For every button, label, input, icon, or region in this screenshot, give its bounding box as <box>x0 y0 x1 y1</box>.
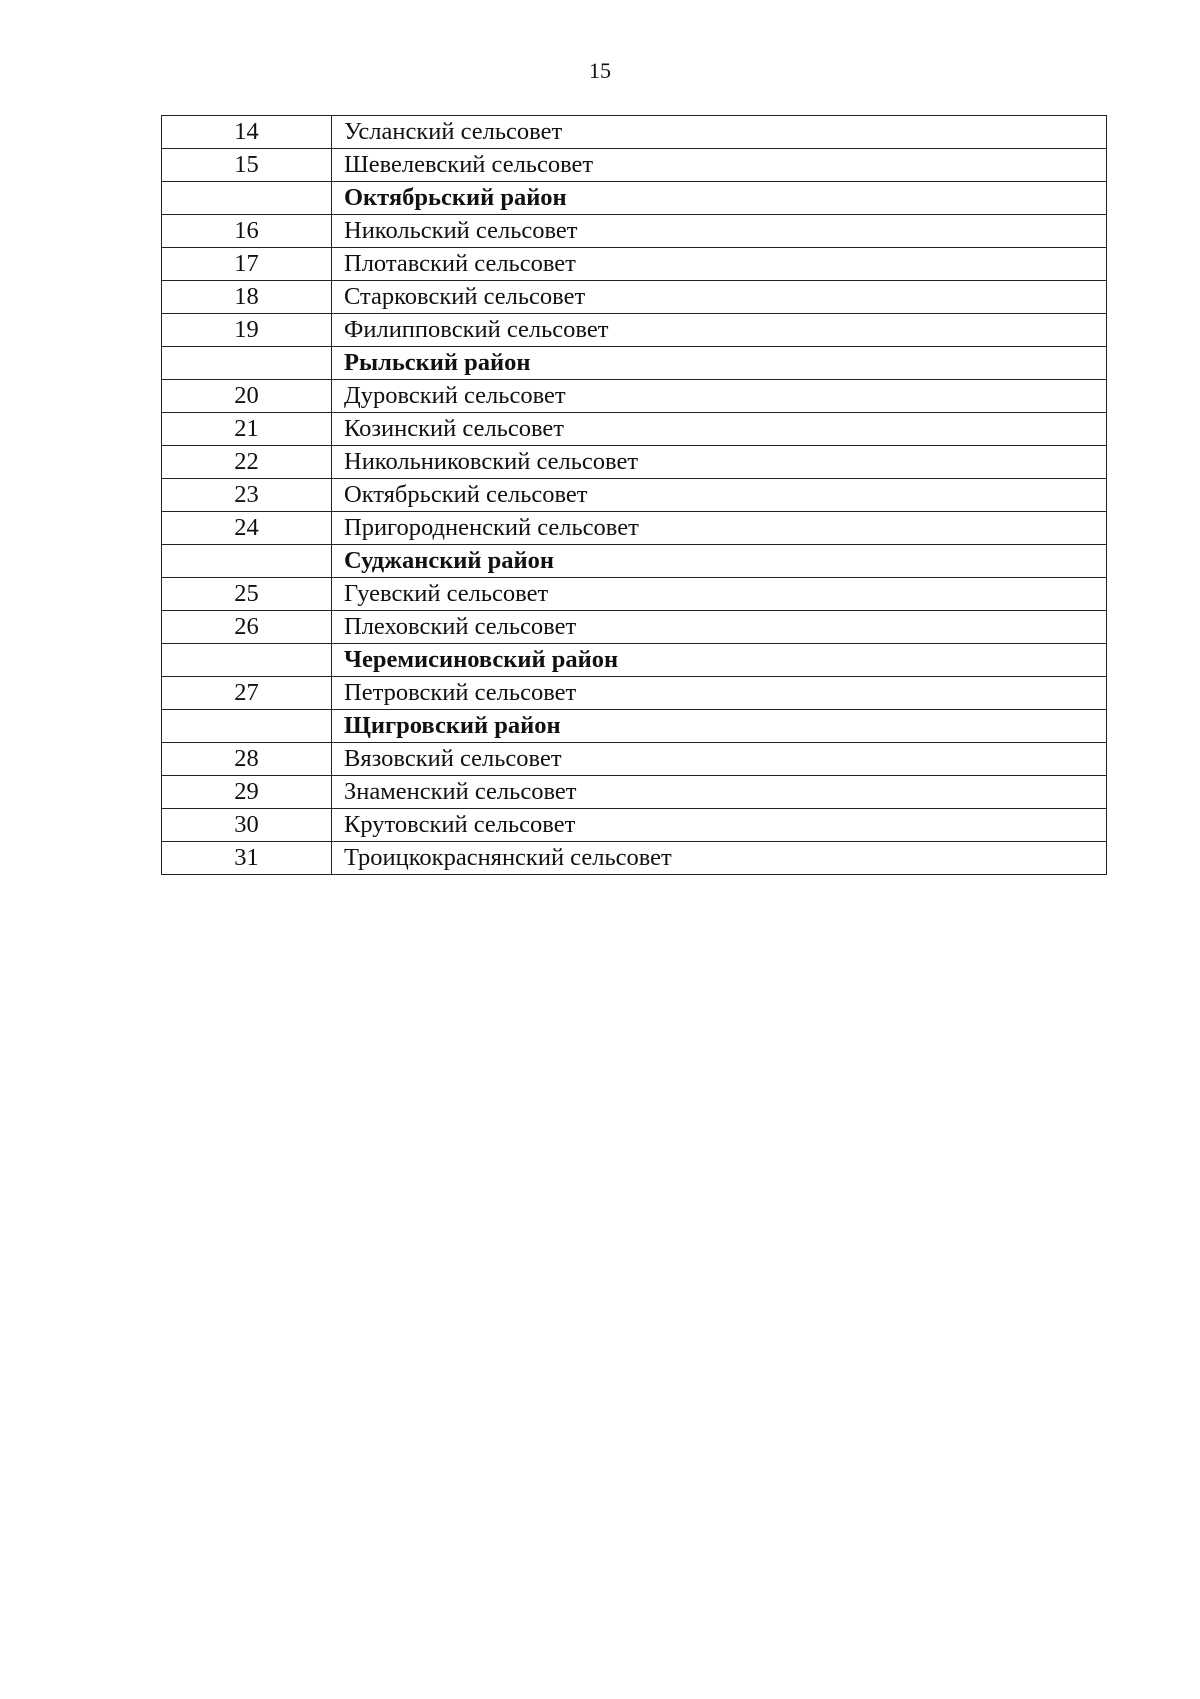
row-number <box>162 182 332 215</box>
table-row <box>162 248 1107 281</box>
settlements-table <box>161 115 1107 875</box>
page-number: 15 <box>589 58 611 83</box>
row-number: 19 <box>162 314 332 347</box>
row-name: Никольниковский сельсовет <box>332 446 1107 479</box>
table-row <box>162 380 1107 413</box>
table-row <box>162 446 1107 479</box>
table-row <box>162 578 1107 611</box>
row-name: Пригородненский сельсовет <box>332 512 1107 545</box>
table-row <box>162 413 1107 446</box>
district-name: Суджанский район <box>332 545 1107 578</box>
row-number <box>162 710 332 743</box>
district-header-row <box>162 545 1107 578</box>
row-number: 28 <box>162 743 332 776</box>
table-row <box>162 611 1107 644</box>
table-row <box>162 776 1107 809</box>
row-name: Петровский сельсовет <box>332 677 1107 710</box>
row-number: 29 <box>162 776 332 809</box>
table-row <box>162 314 1107 347</box>
row-name: Плотавский сельсовет <box>332 248 1107 281</box>
row-name: Козинский сельсовет <box>332 413 1107 446</box>
district-header-row <box>162 182 1107 215</box>
row-number: 21 <box>162 413 332 446</box>
table-row <box>162 809 1107 842</box>
table-row <box>162 743 1107 776</box>
row-number: 22 <box>162 446 332 479</box>
row-name: Гуевский сельсовет <box>332 578 1107 611</box>
table-row <box>162 842 1107 875</box>
table-row <box>162 149 1107 182</box>
row-number: 27 <box>162 677 332 710</box>
row-number: 14 <box>162 116 332 149</box>
row-number <box>162 644 332 677</box>
row-name: Крутовский сельсовет <box>332 809 1107 842</box>
district-header-row <box>162 710 1107 743</box>
row-number: 17 <box>162 248 332 281</box>
row-number: 31 <box>162 842 332 875</box>
row-number: 23 <box>162 479 332 512</box>
district-header-row <box>162 347 1107 380</box>
row-number: 26 <box>162 611 332 644</box>
row-name: Шевелевский сельсовет <box>332 149 1107 182</box>
row-number <box>162 347 332 380</box>
row-number: 20 <box>162 380 332 413</box>
row-name: Старковский сельсовет <box>332 281 1107 314</box>
table-row <box>162 281 1107 314</box>
table-body <box>162 116 1107 875</box>
district-name: Рыльский район <box>332 347 1107 380</box>
row-number: 30 <box>162 809 332 842</box>
row-name: Троицкокраснянский сельсовет <box>332 842 1107 875</box>
district-name: Черемисиновский район <box>332 644 1107 677</box>
table-row <box>162 677 1107 710</box>
table-row <box>162 215 1107 248</box>
row-name: Знаменский сельсовет <box>332 776 1107 809</box>
district-name: Щигровский район <box>332 710 1107 743</box>
row-name: Филипповский сельсовет <box>332 314 1107 347</box>
row-number: 18 <box>162 281 332 314</box>
district-header-row <box>162 644 1107 677</box>
row-name: Вязовский сельсовет <box>332 743 1107 776</box>
row-number: 24 <box>162 512 332 545</box>
row-number: 16 <box>162 215 332 248</box>
row-number: 25 <box>162 578 332 611</box>
row-number <box>162 545 332 578</box>
row-number: 15 <box>162 149 332 182</box>
district-name: Октябрьский район <box>332 182 1107 215</box>
row-name: Никольский сельсовет <box>332 215 1107 248</box>
row-name: Плеховский сельсовет <box>332 611 1107 644</box>
table-row <box>162 512 1107 545</box>
row-name: Октябрьский сельсовет <box>332 479 1107 512</box>
row-name: Дуровский сельсовет <box>332 380 1107 413</box>
row-name: Усланский сельсовет <box>332 116 1107 149</box>
table-row <box>162 479 1107 512</box>
table-row <box>162 116 1107 149</box>
